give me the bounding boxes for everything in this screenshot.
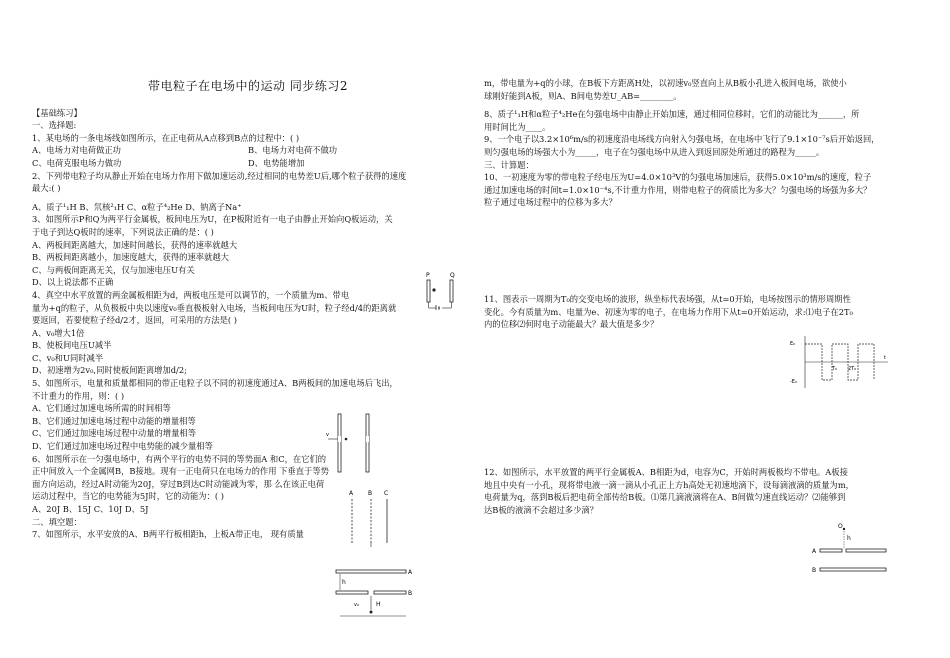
text-line: A、两板间距离越大，加速时间越长，获得的速率就越大 bbox=[32, 239, 238, 250]
figure-q6-equipotential bbox=[344, 487, 400, 547]
option-text: A、电场力对电荷做正功 bbox=[32, 145, 121, 156]
figure-q3-plates bbox=[412, 268, 462, 310]
text-line: 5、如图所示，电量和质量都相同的带正电粒子以不同的初速度通过A、B两板间的加速电场后飞出， bbox=[32, 378, 398, 389]
fig12-label-h: h bbox=[847, 535, 851, 542]
text-line: 内的位移⑵何时电子动能最大？最大值是多少？ bbox=[484, 319, 659, 330]
text-line: 10、一初速度为零的带电粒子经电压为U=4.0×10³V的匀强电场加速后，获得5.0×10³m/s的速度，粒子 bbox=[484, 172, 872, 183]
text-line: 不计重力的作用，则：( ) bbox=[32, 390, 125, 401]
fig7-label-a: A bbox=[408, 569, 413, 576]
text-line: 量为+q的粒子，从负极板中央以速度v₀垂直极板射入电场，当板间电压为U时，粒子经d/4的距离就 bbox=[32, 302, 397, 313]
fig11-label-t: t bbox=[884, 355, 886, 361]
left-column bbox=[32, 0, 464, 541]
text-line: 一、选择题: bbox=[32, 120, 77, 131]
fig6-label-c: C bbox=[384, 490, 389, 497]
option-row bbox=[32, 144, 464, 157]
text-line: 面方向运动，经过A时动能为20J，穿过B到达C时动能减为零，那 么在该正电荷 bbox=[32, 478, 325, 489]
text-line: 正中间放入一个金属网B，B接地。现有一正电荷只在电场力的作用 下垂直于等势 bbox=[32, 466, 329, 477]
fig11-label-e0: E₀ bbox=[790, 341, 796, 347]
text-line: 地且中央有一小孔，现将带电液一滴一滴从小孔正上方h高处无初速地滴下，设每滴液滴的质量为m， bbox=[484, 479, 854, 490]
text-line: 二、填空题： bbox=[32, 516, 82, 527]
text-line: m，带电量为+q的小球，在B板下方距离H处，以初速v₀竖直向上从B板小孔进入板间电场，欲使小 bbox=[484, 78, 847, 88]
text-line: 则匀强电场的场强大小为_____，电子在匀强电场中从进入到返回原处所通过的路程为_____。 bbox=[484, 146, 825, 157]
text-line: A、它们通过加速电场所需的时间相等 bbox=[32, 403, 171, 414]
text-line: C、它们通过加速电场过程中动量的增量相等 bbox=[32, 428, 196, 439]
text-line: 粒子通过电场过程中的位移为多大？ bbox=[484, 197, 617, 208]
text-line: 4、真空中水平放置的两金属板相距为d，两板电压是可以调节的，一个质量为m、带电 bbox=[32, 289, 350, 300]
option-text: B、电场力对电荷不做功 bbox=[248, 145, 338, 156]
fig12-label-o: O bbox=[838, 523, 843, 530]
text-line: 电荷量为q，落到B板后把电荷全部传给B板。⑴第几滴液滴将在A、B间做匀速直线运动？⑵能够到 bbox=[484, 492, 846, 503]
text-line: 于电子到达Q板时的速率，下列说法正确的是：( ) bbox=[32, 226, 214, 237]
fig5-label-v: v bbox=[326, 432, 329, 438]
text-line: 达B板的液滴不会超过多少滴？ bbox=[484, 504, 598, 515]
text-line: D、初速增为2v₀,同时使板间距离增加d/2; bbox=[32, 365, 187, 376]
text-line: 3、如图所示P和Q为两平行金属板，板间电压为U，在P板附近有一电子由静止开始向Q板运动，关 bbox=[32, 214, 393, 225]
text-line: 8、质子¹₁H和α粒子⁴₂He在匀强电场中由静止开始加速，通过相同位移时，它们的动能比为______，所 bbox=[484, 109, 860, 120]
option-row bbox=[32, 157, 464, 170]
text-line: 变化。今有质量为m、电量为e、初速为零的电子，在电场力作用下从t=0开始运动，求:⑴电子在2T₀ bbox=[484, 306, 853, 317]
text-line: 三、计算题： bbox=[484, 159, 534, 170]
question-11 bbox=[484, 293, 853, 331]
fig3-label-p: P bbox=[426, 272, 430, 279]
text-line: 通过加速电场的时间t=1.0×10⁻⁴s,不计重力作用，则带电粒子的荷质比为多大？匀强电场的场强为多大？ bbox=[484, 184, 872, 195]
text-line: 用时间比为____。 bbox=[484, 121, 551, 132]
option-text: C、电荷克服电场力做功 bbox=[32, 157, 122, 168]
option-text: D、电势能增加 bbox=[248, 157, 305, 168]
fig7-label-v0: v₀ bbox=[354, 602, 359, 608]
text-line: B、它们通过加速电场过程中动能的增量相等 bbox=[32, 415, 196, 426]
text-line: A、v₀增大1倍 bbox=[32, 327, 85, 338]
right-lines bbox=[484, 77, 916, 209]
text-line: 9、一个电子以3.2×10⁶m/s的初速度沿电场线方向射入匀强电场，在电场中飞行了9.1×10⁻⁷s后开始返回， bbox=[484, 134, 880, 145]
text-line: C、与两板间距离无关，仅与加速电压U有关 bbox=[32, 264, 195, 275]
text-line: 运动过程中，当它的电势能为5J时，它的动能为：( ) bbox=[32, 491, 224, 502]
text-line: A、20J B、15J C、10J D、5J bbox=[32, 504, 149, 514]
fig12-label-b: B bbox=[812, 567, 817, 574]
text-line: B、使板间电压U减半 bbox=[32, 340, 112, 351]
fig12-label-a: A bbox=[812, 548, 817, 555]
text-line: 【基础练习】 bbox=[32, 107, 82, 118]
text-line: 2、下列带电粒子均从静止开始在电场力作用下做加速运动,经过相同的电势差U后,哪个粒子获得的速度 bbox=[32, 170, 407, 181]
text-line: 12、如图所示，水平放置的两平行金属板A、B相距为d，电容为C，开始时两板极均不带电。A板接 bbox=[484, 467, 848, 477]
figure-q11-waveform bbox=[790, 332, 890, 392]
fig6-label-a: A bbox=[349, 490, 354, 497]
text-line: D、它们通过加速电场过程中电势能的减少量相等 bbox=[32, 441, 213, 452]
text-line: 要返回，若要使粒子经d/2才，返回，可采用的方法是( ) bbox=[32, 315, 238, 326]
text-line: C、v₀和U同时减半 bbox=[32, 352, 104, 363]
fig11-label-neg-e0: -E₀ bbox=[790, 379, 797, 385]
left-lines bbox=[32, 107, 464, 541]
text-line: 最大:( ) bbox=[32, 183, 61, 194]
fig11-label-t0: T₀ bbox=[832, 366, 838, 372]
fig11-label-2t0: 2T₀ bbox=[848, 366, 857, 372]
text-line: 6、如图所示在一匀强电场中，有两个平行的电势不同的等势面A 和C，在它们的 bbox=[32, 453, 327, 464]
figure-q7-plates bbox=[328, 566, 418, 624]
text-line: 球刚好能到A板，则A、B间电势差U_AB=________。 bbox=[484, 90, 682, 101]
figure-q5-plates bbox=[326, 408, 386, 478]
text-line: B、两板间距离越小，加速度越大，获得的速率就越大 bbox=[32, 252, 229, 263]
fig3-label-q: Q bbox=[450, 272, 455, 279]
question-12 bbox=[484, 466, 854, 516]
text-line: A、质子¹₁H B、氘核²₁H C、α粒子⁴₂He D、钠离子Na⁺ bbox=[32, 201, 242, 212]
text-line: 7、如图所示，水平安放的A、B两平行板相距h，上板A带正电， 现有质量 bbox=[32, 529, 304, 540]
text-line: 1、某电场的一条电场线如图所示，在正电荷从A点移到B点的过程中：( ) bbox=[32, 132, 300, 143]
fig7-label-b: B bbox=[408, 590, 413, 597]
text-line: D、以上说法都不正确 bbox=[32, 277, 114, 288]
fig7-label-H: H bbox=[376, 601, 381, 608]
fig7-label-h: h bbox=[342, 579, 346, 586]
fig6-label-b: B bbox=[368, 490, 373, 497]
page-title: 带电粒子在电场中的运动 同步练习2 bbox=[148, 79, 348, 93]
text-line: 11、图表示一周期为T₀的交变电场的波形，纵坐标代表场强，从t=0开始，电场按图示的情形周期性 bbox=[484, 294, 851, 304]
figure-q12-droplets bbox=[812, 519, 902, 579]
